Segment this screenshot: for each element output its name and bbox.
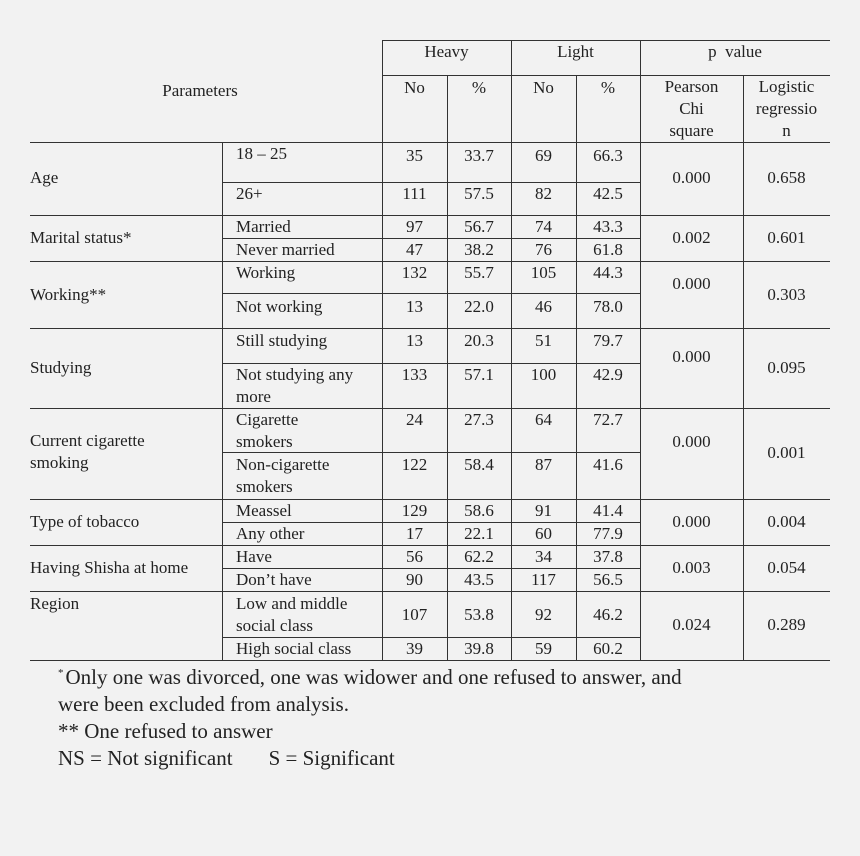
cell-light-pct: 77.9 [593, 524, 623, 543]
cell-light-pct: 78.0 [593, 297, 623, 316]
sub-label: Working [236, 263, 296, 282]
cell-light-pct: 66.3 [593, 146, 623, 165]
cell-light-no: 74 [535, 217, 552, 236]
sub-label: 18 – 25 [236, 144, 287, 163]
cell-heavy-no: 107 [401, 605, 428, 624]
param-region: Region [30, 594, 80, 613]
sub-label: Non-cigarette smokers [236, 455, 330, 496]
cell-light-pct: 44.3 [593, 263, 623, 282]
cell-light-no: 59 [535, 639, 552, 658]
header-pearson: Pearson Chi square [664, 77, 719, 140]
cell-heavy-pct: 62.2 [464, 547, 494, 566]
cell-logistic: 0.601 [767, 228, 806, 247]
cell-heavy-pct: 58.6 [464, 501, 494, 520]
cell-light-pct: 41.4 [593, 501, 623, 520]
param-age: Age [30, 168, 59, 187]
cell-heavy-no: 13 [406, 331, 423, 350]
cell-heavy-pct: 22.0 [464, 297, 494, 316]
cell-heavy-no: 90 [406, 570, 423, 589]
cell-heavy-no: 97 [406, 217, 423, 236]
cell-heavy-pct: 38.2 [464, 240, 494, 259]
cell-heavy-no: 39 [406, 639, 423, 658]
cell-logistic: 0.303 [767, 285, 806, 304]
cell-light-pct: 43.3 [593, 217, 623, 236]
cell-heavy-no: 122 [401, 455, 428, 474]
cell-light-no: 46 [535, 297, 552, 316]
sub-label: Don’t have [236, 570, 312, 589]
header-parameters: Parameters [162, 81, 238, 100]
cell-logistic: 0.095 [767, 358, 806, 377]
header-heavy-no: No [404, 78, 425, 97]
cell-light-no: 105 [530, 263, 557, 282]
cell-light-no: 117 [531, 570, 556, 589]
cell-light-no: 34 [535, 547, 552, 566]
param-current-cigarette-smoking: Current cigarette smoking [30, 431, 145, 472]
footnote-line-2: were been excluded from analysis. [58, 692, 349, 716]
cell-heavy-pct: 33.7 [464, 146, 494, 165]
header-light: Light [557, 42, 594, 61]
sub-label: 26+ [236, 184, 263, 203]
cell-light-pct: 60.2 [593, 639, 623, 658]
cell-heavy-no: 56 [406, 547, 423, 566]
cell-pearson: 0.000 [672, 168, 711, 187]
rule-header-bottom [30, 142, 830, 143]
param-studying: Studying [30, 358, 92, 377]
cell-logistic: 0.004 [767, 512, 806, 531]
cell-logistic: 0.658 [767, 168, 806, 187]
param-marital-status: Marital status* [30, 228, 132, 247]
cell-heavy-pct: 57.5 [464, 184, 494, 203]
cell-light-pct: 37.8 [593, 547, 623, 566]
cell-heavy-no: 111 [402, 184, 427, 203]
param-type-of-tobacco: Type of tobacco [30, 512, 140, 531]
sub-label: Still studying [236, 331, 328, 350]
cell-light-no: 92 [535, 605, 552, 624]
header-heavy: Heavy [424, 42, 469, 61]
rule-shisha-bottom [30, 591, 830, 592]
cell-heavy-no: 35 [406, 146, 423, 165]
header-heavy-pct: % [471, 78, 487, 97]
cell-pearson: 0.000 [672, 347, 711, 366]
cell-heavy-pct: 55.7 [464, 263, 494, 282]
cell-light-no: 87 [535, 455, 552, 474]
cell-heavy-pct: 58.4 [464, 455, 494, 474]
rule-working-bottom [30, 328, 830, 329]
sub-label: High social class [236, 639, 352, 658]
sub-label: Never married [236, 240, 335, 259]
rule-col-param [222, 142, 223, 660]
table-footnotes [58, 660, 818, 772]
sub-label: Low and middle social class [236, 594, 348, 635]
footnote-legend [58, 745, 818, 772]
footnote-line-3: ** One refused to answer [58, 719, 273, 743]
cell-heavy-no: 133 [401, 365, 428, 384]
sub-label: Any other [236, 524, 305, 543]
cell-heavy-no: 132 [401, 263, 428, 282]
cell-light-no: 100 [530, 365, 557, 384]
cell-light-no: 60 [535, 524, 552, 543]
sub-label: Have [236, 547, 272, 566]
legend-ns: NS = Not significant [58, 746, 233, 770]
header-logistic: Logistic regressio n [755, 77, 818, 140]
cell-light-pct: 56.5 [593, 570, 623, 589]
sub-label: Cigarette smokers [236, 410, 299, 451]
cell-light-pct: 61.8 [593, 240, 623, 259]
footnote-star: * [58, 667, 64, 679]
cell-light-pct: 72.7 [593, 410, 623, 429]
cell-light-no: 64 [535, 410, 552, 429]
results-table [30, 40, 830, 660]
cell-heavy-pct: 39.8 [464, 639, 494, 658]
param-having-shisha: Having Shisha at home [30, 558, 189, 577]
cell-heavy-pct: 27.3 [464, 410, 494, 429]
header-p-value: p value [708, 42, 762, 61]
cell-light-no: 51 [535, 331, 552, 350]
sub-label: Married [236, 217, 291, 236]
cell-pearson: 0.024 [672, 615, 711, 634]
header-light-no: No [533, 78, 554, 97]
sub-label: Not working [236, 297, 323, 316]
cell-heavy-pct: 22.1 [464, 524, 494, 543]
header-light-pct: % [600, 78, 616, 97]
cell-pearson: 0.000 [672, 432, 711, 451]
cell-heavy-pct: 43.5 [464, 570, 494, 589]
cell-light-no: 91 [535, 501, 552, 520]
rule-working-mid [222, 293, 640, 294]
cell-logistic: 0.289 [767, 615, 806, 634]
cell-light-no: 82 [535, 184, 552, 203]
footnote-line-1: *Only one was divorced, one was widower and one refused to answer, and [58, 665, 682, 689]
cell-heavy-no: 24 [406, 410, 423, 429]
cell-light-no: 69 [535, 146, 552, 165]
cell-pearson: 0.000 [672, 274, 711, 293]
cell-light-pct: 79.7 [593, 331, 623, 350]
cell-heavy-pct: 20.3 [464, 331, 494, 350]
sub-label: Not studying any more [236, 365, 354, 406]
param-working: Working** [30, 285, 107, 304]
cell-heavy-pct: 53.8 [464, 605, 494, 624]
cell-heavy-no: 47 [406, 240, 423, 259]
cell-pearson: 0.002 [672, 228, 711, 247]
cell-heavy-pct: 56.7 [464, 217, 494, 236]
cell-light-pct: 46.2 [593, 605, 623, 624]
cell-heavy-no: 13 [406, 297, 423, 316]
cell-pearson: 0.003 [672, 558, 711, 577]
sub-label: Meassel [236, 501, 292, 520]
cell-logistic: 0.001 [767, 443, 806, 462]
cell-light-pct: 41.6 [593, 455, 623, 474]
cell-heavy-no: 129 [401, 501, 428, 520]
cell-heavy-pct: 57.1 [464, 365, 494, 384]
cell-light-no: 76 [535, 240, 552, 259]
cell-light-pct: 42.9 [593, 365, 623, 384]
cell-heavy-no: 17 [406, 524, 423, 543]
cell-pearson: 0.000 [672, 512, 711, 531]
cell-logistic: 0.054 [767, 558, 806, 577]
legend-s: S = Significant [268, 746, 395, 770]
cell-light-pct: 42.5 [593, 184, 623, 203]
